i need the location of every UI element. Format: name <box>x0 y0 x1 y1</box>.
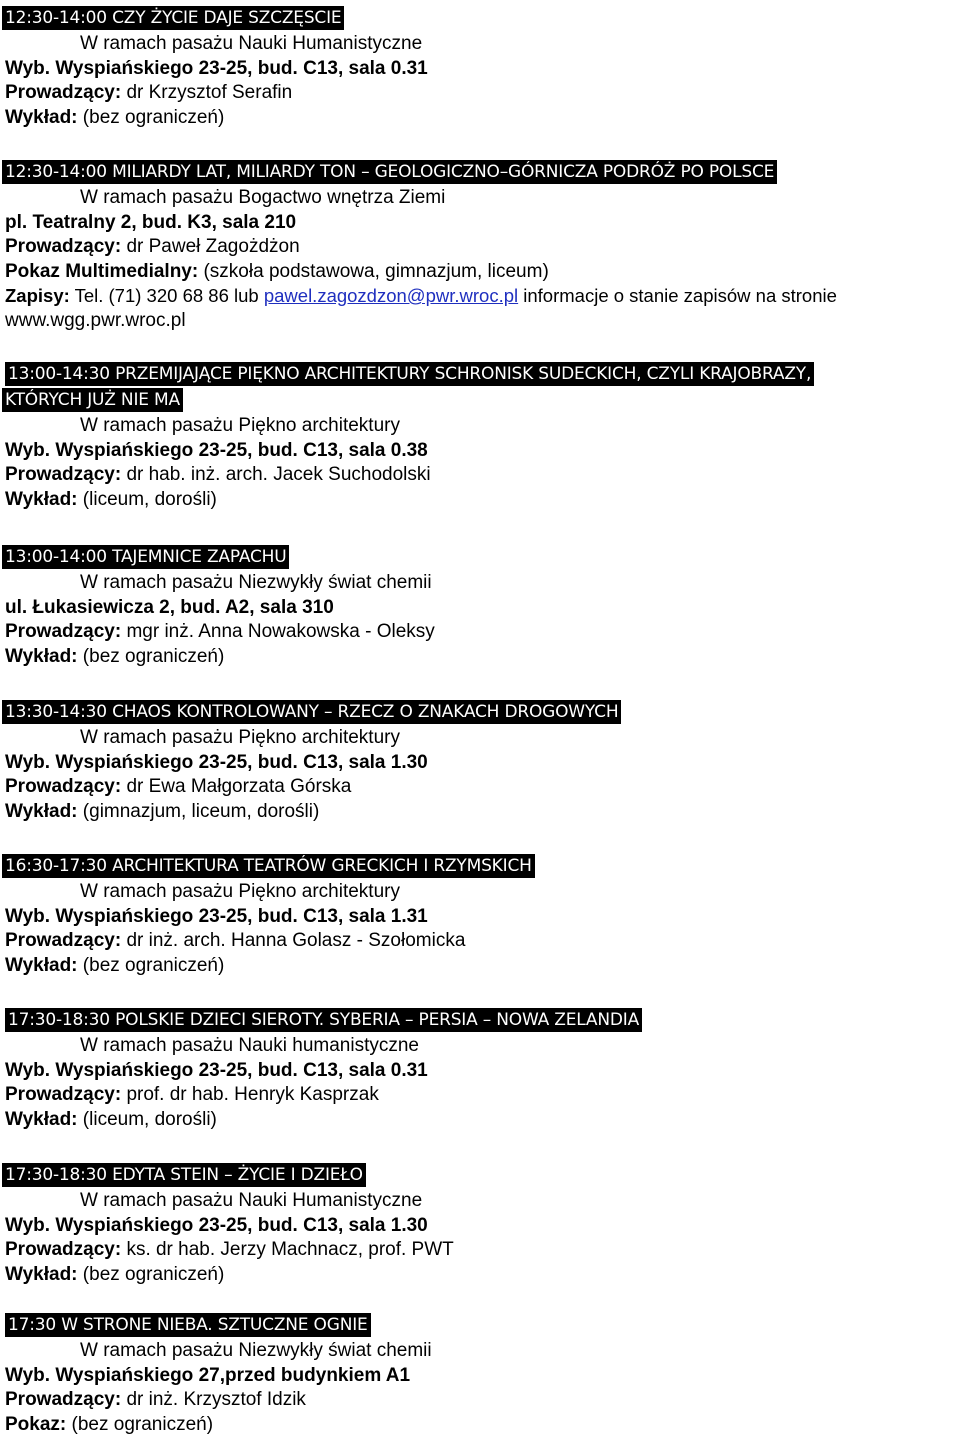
event-7 <box>0 1008 960 1132</box>
event-place: pl. Teatralny 2, bud. K3, sala 210 <box>5 211 297 233</box>
event-place: Wyb. Wyspiańskiego 23-25, bud. C13, sala 1.30 <box>5 751 428 773</box>
host-label: Prowadzący: <box>5 82 122 103</box>
event-place: Wyb. Wyspiańskiego 23-25, bud. C13, sala 0.31 <box>5 57 428 79</box>
type-label: Pokaz Multimedialny: <box>5 260 199 282</box>
event-passage: W ramach pasażu Piękno architektury <box>80 415 400 436</box>
type-label: Wykład: <box>5 954 78 976</box>
event-title: 16:30-17:30 ARCHITEKTURA TEATRÓW GRECKICH I RZYMSKICH <box>2 854 535 878</box>
signup-email-link[interactable]: pawel.zagozdzon@pwr.wroc.pl <box>263 285 519 306</box>
event-2 <box>0 160 960 333</box>
type-label: Wykład: <box>5 106 78 128</box>
event-host: ks. dr hab. Jerzy Machnacz, prof. PWT <box>126 1239 454 1260</box>
host-label: Prowadzący: <box>5 1389 122 1410</box>
event-place: Wyb. Wyspiańskiego 27,przed budynkiem A1 <box>5 1364 411 1386</box>
event-host: mgr inż. Anna Nowakowska - Oleksy <box>126 621 435 642</box>
event-passage: W ramach pasażu Bogactwo wnętrza Ziemi <box>80 187 446 208</box>
event-title: 17:30-18:30 EDYTA STEIN – ŻYCIE I DZIEŁO <box>2 1163 366 1187</box>
event-place: ul. Łukasiewicza 2, bud. A2, sala 310 <box>5 596 334 618</box>
event-place: Wyb. Wyspiańskiego 23-25, bud. C13, sala 1.31 <box>5 905 428 927</box>
event-6 <box>0 854 960 978</box>
event-audience: (liceum, dorośli) <box>82 1108 217 1130</box>
event-audience: (szkoła podstawowa, gimnazjum, liceum) <box>203 260 549 282</box>
type-label: Wykład: <box>5 1263 78 1285</box>
event-passage: W ramach pasażu Piękno architektury <box>80 881 400 902</box>
type-label: Pokaz: <box>5 1413 67 1435</box>
event-audience: (bez ograniczeń) <box>82 954 225 976</box>
event-host: dr Paweł Zagożdżon <box>126 236 300 257</box>
event-audience: (liceum, dorośli) <box>82 488 217 510</box>
event-passage: W ramach pasażu Nauki Humanistyczne <box>80 1190 423 1211</box>
event-host: dr inż. Krzysztof Idzik <box>126 1389 306 1410</box>
event-audience: (bez ograniczeń) <box>82 1263 225 1285</box>
event-host: dr Krzysztof Serafin <box>126 82 293 103</box>
event-title: 17:30-18:30 POLSKIE DZIECI SIEROTY. SYBERIA – PERSIA – NOWA ZELANDIA <box>5 1008 642 1032</box>
signup-info: informacje o stanie zapisów na stronie <box>523 285 837 306</box>
type-label: Wykład: <box>5 645 78 667</box>
event-host: dr hab. inż. arch. Jacek Suchodolski <box>126 464 431 485</box>
signup-phone: Tel. (71) 320 68 86 lub <box>74 285 259 306</box>
event-title: 12:30-14:00 MILIARDY LAT, MILIARDY TON – GEOLOGICZNO–GÓRNICZA PODRÓŻ PO POLSCE <box>2 160 777 184</box>
signup-label: Zapisy: <box>5 285 70 306</box>
event-3 <box>0 362 960 512</box>
signup-website: www.wgg.pwr.wroc.pl <box>5 309 186 331</box>
event-9 <box>0 1313 960 1437</box>
host-label: Prowadzący: <box>5 776 122 797</box>
event-passage: W ramach pasażu Niezwykły świat chemii <box>80 1340 432 1361</box>
host-label: Prowadzący: <box>5 930 122 951</box>
host-label: Prowadzący: <box>5 236 122 257</box>
event-host: prof. dr hab. Henryk Kasprzak <box>126 1084 379 1105</box>
host-label: Prowadzący: <box>5 1239 122 1260</box>
event-title-line2: KTÓRYCH JUŻ NIE MA <box>2 388 183 412</box>
event-5 <box>0 700 960 824</box>
event-place: Wyb. Wyspiańskiego 23-25, bud. C13, sala 0.38 <box>5 439 428 461</box>
event-8 <box>0 1163 960 1287</box>
event-place: Wyb. Wyspiańskiego 23-25, bud. C13, sala 1.30 <box>5 1214 428 1236</box>
event-title: 17:30 W STRONE NIEBA. SZTUCZNE OGNIE <box>5 1313 371 1337</box>
event-title: 12:30-14:00 CZY ŻYCIE DAJE SZCZĘSCIE <box>2 6 344 30</box>
event-passage: W ramach pasażu Niezwykły świat chemii <box>80 572 432 593</box>
event-passage: W ramach pasażu Piękno architektury <box>80 727 400 748</box>
type-label: Wykład: <box>5 800 78 822</box>
event-audience: (gimnazjum, liceum, dorośli) <box>82 800 320 822</box>
event-host: dr Ewa Małgorzata Górska <box>126 776 352 797</box>
event-4 <box>0 545 960 669</box>
event-audience: (bez ograniczeń) <box>82 645 225 667</box>
host-label: Prowadzący: <box>5 464 122 485</box>
event-passage: W ramach pasażu Nauki Humanistyczne <box>80 33 423 54</box>
host-label: Prowadzący: <box>5 621 122 642</box>
event-audience: (bez ograniczeń) <box>82 106 225 128</box>
event-title: 13:00-14:00 TAJEMNICE ZAPACHU <box>2 545 289 569</box>
event-1 <box>0 6 960 130</box>
event-host: dr inż. arch. Hanna Golasz - Szołomicka <box>126 930 466 951</box>
event-place: Wyb. Wyspiańskiego 23-25, bud. C13, sala 0.31 <box>5 1059 428 1081</box>
event-passage: W ramach pasażu Nauki humanistyczne <box>80 1035 419 1056</box>
type-label: Wykład: <box>5 488 78 510</box>
event-title: 13:30-14:30 CHAOS KONTROLOWANY – RZECZ O ZNAKACH DROGOWYCH <box>2 700 621 724</box>
host-label: Prowadzący: <box>5 1084 122 1105</box>
event-audience: (bez ograniczeń) <box>71 1413 214 1435</box>
event-title-line1: 13:00-14:30 PRZEMIJAJĄCE PIĘKNO ARCHITEKTURY SCHRONISK SUDECKICH, CZYLI KRAJOBRAZY, <box>5 362 814 386</box>
type-label: Wykład: <box>5 1108 78 1130</box>
